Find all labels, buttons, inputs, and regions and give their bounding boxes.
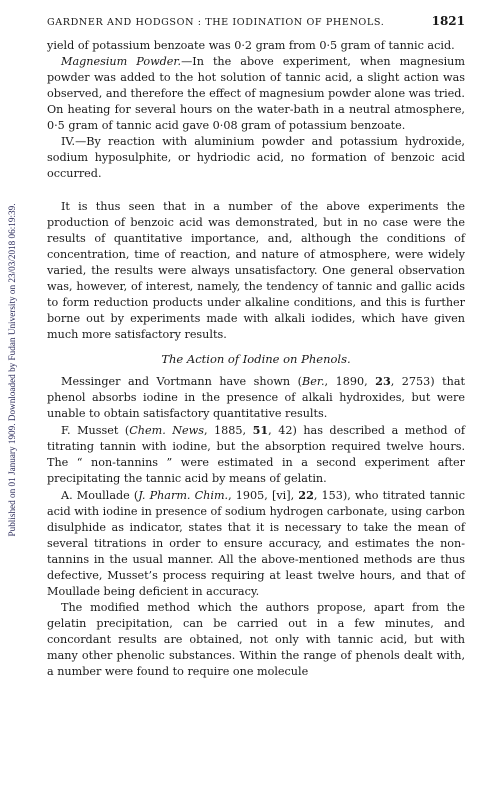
download-watermark-text: Published on 01 January 1909. Downloaded by Fudan University on 23/03/2018 06:19:39. (7, 203, 17, 537)
paragraph-musset: F. Musset (Chem. News, 1885, 51, 42) has described a method of titrating tannin with iodine, but the absorption required twelve hours. The “ non-tannins ” were estimated in a second experiment after precipitating the tannic acid by means of gelatin. (47, 423, 465, 485)
paragraph-summary: It is thus seen that in a number of the above experiments the production of benzoic acid was demonstrated, but in no case were the results of quantitative importance, and, although the conditions of concentration, time of reaction, and nature of atmosphere, were widely varied, the results were always unsatisfactory. One general observation was, however, of interest, namely, the tendency of tannic and gallic acids to form reduction products under alkaline conditions, and this is further borne out by experiments made with alkali iodides, which have given much more satisfactory results. (47, 200, 465, 341)
citation-volume: 51 (252, 423, 269, 437)
citation-journal: J. Pharm. Chim. (138, 489, 229, 502)
page-number: 1821 (431, 14, 465, 28)
section-title: The Action of Iodine on Phenols. (161, 352, 351, 366)
running-title: GARDNER AND HODGSON : THE IODINATION OF PHENOLS. (47, 17, 385, 28)
paragraph-aluminium: IV.—By reaction with aluminium powder and potassium hydroxide, sodium hyposulphite, or hydriodic acid, no formation of benzoic acid occurred. (47, 135, 465, 180)
paragraph-potassium-yield: yield of potassium benzoate was 0·2 gram from 0·5 gram of tannic acid. (47, 39, 455, 52)
paragraph-messinger: Messinger and Vortmann have shown (Ber., 1890, 23, 2753) that phenol absorbs iodine in the presence of alkali hydroxides, but were unable to obtain satisfactory quantitative results. (47, 374, 466, 420)
running-header (47, 14, 465, 28)
paragraph-moullade: A. Moullade (J. Pharm. Chim., 1905, [vi], 22, 153), who titrated tannic acid with iodine in presence of sodium hydrogen carbonate, using carbon disulphide as indicator, states that it is necessary to take the mean of several titrations in order to ensure accuracy, and estimates the non-tannins in the usual manner. All the above-mentioned methods are thus defective, Musset’s process requiring at least twelve hours, and that of Moullade being deficient in accuracy. (47, 488, 466, 598)
citation-journal: Chem. News (129, 424, 204, 437)
magnesium-text: —In the above experiment, when magnesium powder was added to the hot solution of tannic acid, a slight action was observed, and therefore the effect of magnesium powder alone was tried. On heating for several hours on the water-bath in a neutral atmosphere, 0·5 gram of tannic acid gave 0·08 gram of potassium benzoate. (47, 55, 465, 132)
citation-volume: 23 (375, 374, 391, 388)
paragraph-magnesium-powder (47, 54, 465, 134)
page-content (47, 14, 465, 680)
magnesium-heading: Magnesium Powder. (61, 55, 182, 68)
paragraph-modified-method: The modified method which the authors propose, apart from the gelatin precipitation, can be carried out in a few minutes, and concordant results are obtained, not only with tannic acid, but with many other phenolic substances. Within the range of phenols dealt with, a number were found to require one molecule (47, 601, 465, 678)
download-watermark (6, 100, 18, 640)
citation-volume: 22 (298, 488, 314, 502)
citation-journal: Ber. (302, 375, 325, 388)
